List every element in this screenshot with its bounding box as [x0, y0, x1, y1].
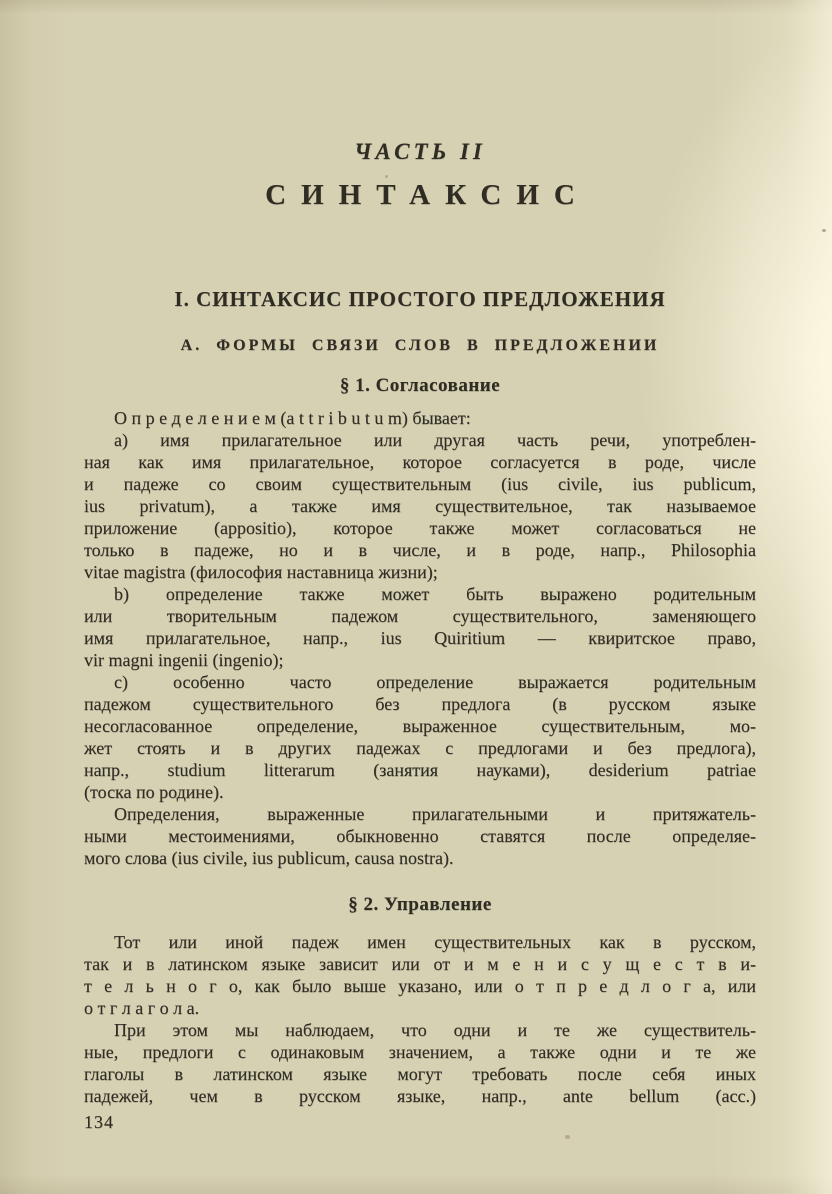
text-line: так и в латинском языке зависит или от и м е н и с у щ е с т в и- — [84, 954, 756, 974]
text-line: ными местоимениями, обыкновенно ставятся после определяе- — [84, 826, 756, 846]
text-line: и падеже со своим существительным (ius civile, ius publicum, — [84, 474, 756, 494]
subsection-title: А. ФОРМЫ СВЯЗИ СЛОВ В ПРЕДЛОЖЕНИИ — [180, 337, 660, 354]
page-content — [84, 0, 756, 1194]
text-line: или творительным падежом существительного, заменяющего — [84, 606, 756, 626]
text-line: жет стоять и в других падежах с предлогами и без предлога), — [84, 738, 756, 758]
text-line: а) имя прилагательное или другая часть речи, употреблен- — [114, 430, 756, 450]
text-line: приложение (appositio), которое также может согласоваться не — [84, 518, 756, 538]
text-line: падежей, чем в русском языке, напр., ante bellum (acc.) — [84, 1086, 756, 1106]
text-line: ius privatum), а также имя существительное, так называемое — [84, 496, 756, 516]
text-line: ная как имя прилагательное, которое согласуется в роде, числе — [84, 452, 756, 472]
chapter-title: I. СИНТАКСИС ПРОСТОГО ПРЕДЛОЖЕНИЯ — [174, 287, 666, 311]
text-line: c) особенно часто определение выражается родительным — [114, 672, 756, 692]
scan-speck — [822, 229, 826, 232]
part-label: ЧАСТЬ II — [354, 139, 486, 164]
text-line: мого слова (ius civile, ius publicum, causa nostra). — [84, 848, 454, 868]
scan-speck — [385, 175, 388, 178]
text-line: О п р е д е л е н и е м (a t t r i b u t u m) бывает: — [114, 408, 471, 428]
text-line: Тот или иной падеж имен существительных как в русском, — [114, 932, 756, 952]
text-line: b) определение также может быть выражено родительным — [114, 584, 756, 604]
section-2-body — [84, 931, 756, 1107]
text-line: (тоска по родине). — [84, 782, 224, 802]
part-title: СИНТАКСИС — [265, 179, 590, 211]
page-number: 134 — [84, 1112, 114, 1132]
text-line: о т г л а г о л а. — [84, 998, 200, 1018]
text-line: напр., studium litterarum (занятия науками), desiderium patriae — [84, 760, 756, 780]
text-line: глаголы в латинском языке могут требовать после себя иных — [84, 1064, 756, 1084]
scan-speck — [565, 1135, 570, 1139]
text-line: только в падеже, но и в числе, и в роде, напр., Philosophia — [84, 540, 756, 560]
text-line: vitae magistra (философия наставница жизни); — [84, 562, 438, 582]
text-line: ные, предлоги с одинаковым значением, а также одни и те же — [84, 1042, 756, 1062]
text-line: Определения, выраженные прилагательными и притяжатель- — [114, 804, 756, 824]
text-line: т е л ь н о г о, как было выше указано, или о т п р е д л о г а, или — [84, 976, 756, 996]
section-1-body — [84, 407, 756, 869]
text-line: падежом существительного без предлога (в русском языке — [84, 694, 756, 714]
text-line: vir magni ingenii (ingenio); — [84, 650, 284, 670]
text-line: несогласованное определение, выраженное существительным, мо- — [84, 716, 756, 736]
section-2-heading: § 2. Управление — [348, 894, 492, 915]
text-line: имя прилагательное, напр., ius Quiritium — квиритское право, — [84, 628, 756, 648]
section-1-heading: § 1. Согласование — [339, 375, 501, 396]
text-line: При этом мы наблюдаем, что одни и те же существитель- — [114, 1020, 756, 1040]
